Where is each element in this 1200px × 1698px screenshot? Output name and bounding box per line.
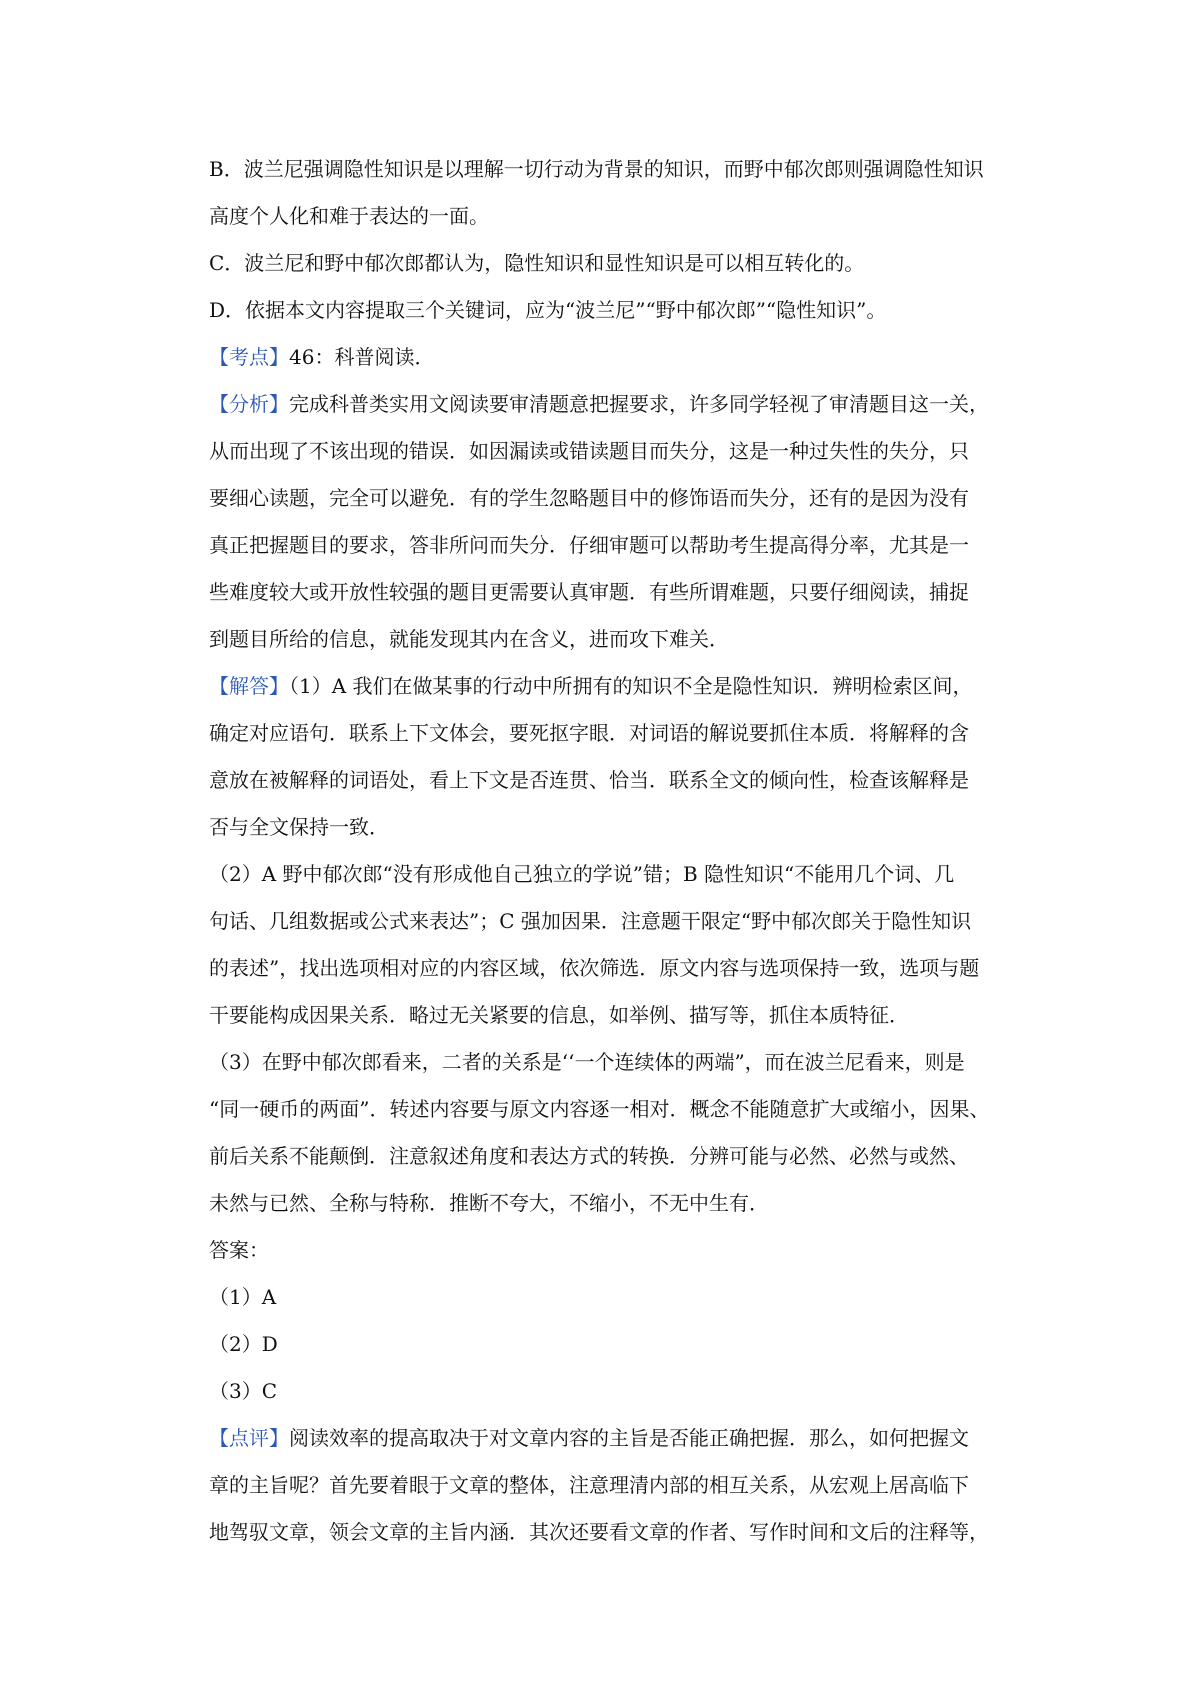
document-page <box>209 146 1025 1556</box>
jieda-line <box>209 663 1025 710</box>
jieda-line: 确定对应语句．联系上下文体会，要死抠字眼．对词语的解说要抓住本质．将解释的含 <box>209 721 969 745</box>
fenxi-text: 完成科普类实用文阅读要审清题意把握要求，许多同学轻视了审清题目这一关， <box>289 392 989 416</box>
answer-label: 答案： <box>209 1238 269 1262</box>
fenxi-line: 到题目所给的信息，就能发现其内在含义，进而攻下难关． <box>209 627 729 651</box>
jieda-part3-line: 前后关系不能颠倒．注意叙述角度和表达方式的转换．分辨可能与必然、必然与或然、 <box>209 1144 969 1168</box>
option-b-line-2: 高度个人化和难于表达的一面。 <box>209 204 489 228</box>
fenxi-line <box>209 381 1025 428</box>
option-c: C．波兰尼和野中郁次郎都认为，隐性知识和显性知识是可以相互转化的。 <box>209 251 865 275</box>
option-d: D．依据本文内容提取三个关键词，应为“波兰尼”“野中郁次郎”“隐性知识”。 <box>209 298 887 322</box>
jieda-text: （1）A 我们在做某事的行动中所拥有的知识不全是隐性知识．辨明检索区间， <box>289 674 973 698</box>
jieda-part2-line: 的表述”，找出选项相对应的内容区域，依次筛选．原文内容与选项保持一致，选项与题 <box>209 956 980 980</box>
dianping-section <box>209 1415 1025 1556</box>
kaodian-section <box>209 334 1025 381</box>
dianping-line: 地驾驭文章，领会文章的主旨内涵．其次还要看文章的作者、写作时间和文后的注释等， <box>209 1520 989 1544</box>
fenxi-tag: 【分析】 <box>209 392 289 416</box>
fenxi-line: 真正把握题目的要求，答非所问而失分．仔细审题可以帮助考生提高得分率，尤其是一 <box>209 533 969 557</box>
fenxi-line: 要细心读题，完全可以避免．有的学生忽略题目中的修饰语而失分，还有的是因为没有 <box>209 486 969 510</box>
jieda-tag: 【解答】 <box>209 674 289 698</box>
dianping-tag: 【点评】 <box>209 1426 289 1450</box>
jieda-part3-line: “同一硬币的两面”．转述内容要与原文内容逐一相对．概念不能随意扩大或缩小，因果、 <box>209 1097 990 1121</box>
answer-section <box>209 1227 1025 1415</box>
jieda-line: 否与全文保持一致． <box>209 815 389 839</box>
option-b-line-1: B．波兰尼强调隐性知识是以理解一切行动为背景的知识，而野中郁次郎则强调隐性知识 <box>209 157 984 181</box>
jieda-part2-line: （2）A 野中郁次郎“没有形成他自己独立的学说”错；B 隐性知识“不能用几个词、几 <box>209 862 955 886</box>
jieda-line: 意放在被解释的词语处，看上下文是否连贯、恰当．联系全文的倾向性，检查该解释是 <box>209 768 969 792</box>
jieda-part2-line: 句话、几组数据或公式来表达”；C 强加因果．注意题干限定“野中郁次郎关于隐性知识 <box>209 909 972 933</box>
jieda-part2-line: 干要能构成因果关系．略过无关紧要的信息，如举例、描写等，抓住本质特征． <box>209 1003 909 1027</box>
fenxi-line: 从而出现了不该出现的错误．如因漏读或错读题目而失分，这是一种过失性的失分，只 <box>209 439 969 463</box>
fenxi-section <box>209 381 1025 663</box>
fenxi-line: 些难度较大或开放性较强的题目更需要认真审题．有些所谓难题，只要仔细阅读，捕捉 <box>209 580 969 604</box>
jieda-part3-line: 未然与已然、全称与特称．推断不夸大，不缩小，不无中生有． <box>209 1191 769 1215</box>
jieda-section <box>209 663 1025 1227</box>
answer-item: （3）C <box>209 1379 278 1403</box>
dianping-line <box>209 1415 1025 1462</box>
kaodian-tag: 【考点】 <box>209 345 289 369</box>
kaodian-text: 46：科普阅读． <box>289 345 435 369</box>
answer-item: （1）A <box>209 1285 277 1309</box>
answer-item: （2）D <box>209 1332 278 1356</box>
dianping-line: 章的主旨呢？首先要着眼于文章的整体，注意理清内部的相互关系，从宏观上居高临下 <box>209 1473 969 1497</box>
jieda-part3-line: （3）在野中郁次郎看来，二者的关系是‘‘一个连续体的两端”，而在波兰尼看来，则是 <box>209 1050 965 1074</box>
dianping-text: 阅读效率的提高取决于对文章内容的主旨是否能正确把握．那么，如何把握文 <box>289 1426 969 1450</box>
